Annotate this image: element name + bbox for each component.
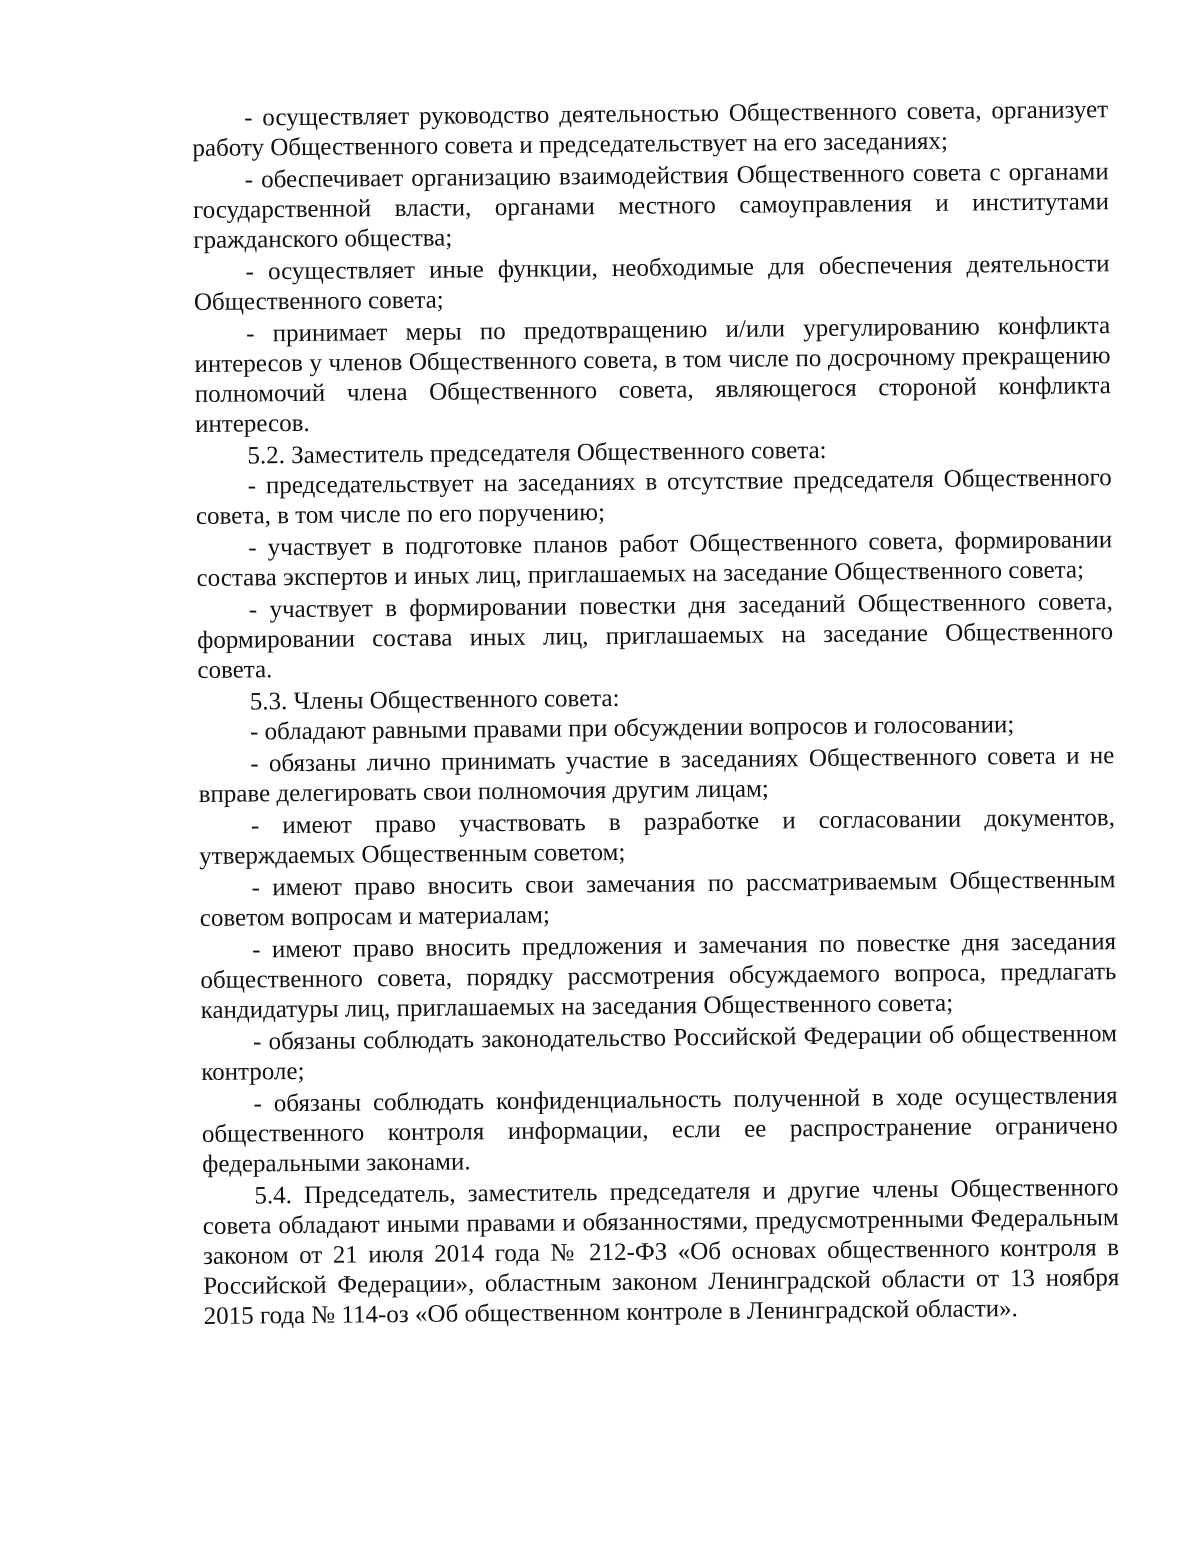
deputy-duty-agenda: - участвует в формировании повестки дня заседаний Общественного совета, формировании состава иных лиц, приглашаемых на заседание Общественного совета.: [197, 588, 1114, 684]
chairman-duty-conflict-of-interest: - принимает меры по предотвращению и/или урегулированию конфликта интересов у членов Общественного совета, в том числе по досрочному прекращению полномочий члена Общественного совета, являющегося стороной конфликта интересов.: [194, 312, 1111, 438]
member-duty-participation: - обязаны лично принимать участие в заседаниях Общественного совета и не вправе делегировать свои полномочия другим лицам;: [198, 742, 1115, 808]
member-right-equal: - обладают равными правами при обсуждении вопросов и голосовании;: [249, 711, 1015, 746]
chairman-duty-other-functions: - осуществляет иные функции, необходимые для обеспечения деятельности Общественного совета;: [193, 250, 1110, 316]
document-body: [192, 95, 1120, 1334]
section-5-4-paragraph: 5.4. Председатель, заместитель председателя и другие члены Общественного совета обладают иными правами и обязанностями, предусмотренными Федеральным законом от 21 июля 2014 года № 212-ФЗ «Об основах общественного контроля в Российской Федерации», областным законом Ленинградской области от 13 ноября 2015 года № 114-оз «Об общественном контроле в Ленинградской области».: [202, 1174, 1120, 1330]
member-right-remarks: - имеют право вносить свои замечания по рассматриваемым Общественным советом вопросам и материалам;: [199, 866, 1116, 932]
chairman-duty-leadership: - осуществляет руководство деятельностью Общественного совета, организует работу Общественного совета и председательствует на его заседаниях;: [192, 96, 1109, 162]
section-5-3-heading: 5.3. Члены Общественного совета:: [249, 684, 620, 716]
section-5-2-heading: 5.2. Заместитель председателя Общественного совета:: [247, 436, 827, 470]
member-right-documents: - имеют право участвовать в разработке и согласовании документов, утверждаемых Общественным советом;: [199, 804, 1116, 870]
chairman-duty-interaction: - обеспечивает организацию взаимодействия Общественного совета с органами государственной власти, органами местного самоуправления и институтами гражданского общества;: [192, 158, 1110, 254]
member-right-proposals: - имеют право вносить предложения и замечания по повестке дня заседания общественного совета, порядку рассмотрения обсуждаемого вопроса, предлагать кандидатуры лиц, приглашаемых на заседания Общественного совета;: [200, 928, 1117, 1024]
member-duty-confidentiality: - обязаны соблюдать конфиденциальность полученной в ходе осуществления общественного контроля информации, если ее распространение ограничено федеральными законами.: [201, 1082, 1118, 1178]
deputy-duty-planning: - участвует в подготовке планов работ Общественного совета, формировании состава экспертов и иных лиц, приглашаемых на заседание Общественного совета;: [196, 526, 1113, 592]
deputy-duty-presiding: - председательствует на заседаниях в отсутствие председателя Общественного совета, в том числе по его поручению;: [195, 464, 1112, 530]
member-duty-law: - обязаны соблюдать законодательство Российской Федерации об общественном контроле;: [201, 1020, 1118, 1086]
